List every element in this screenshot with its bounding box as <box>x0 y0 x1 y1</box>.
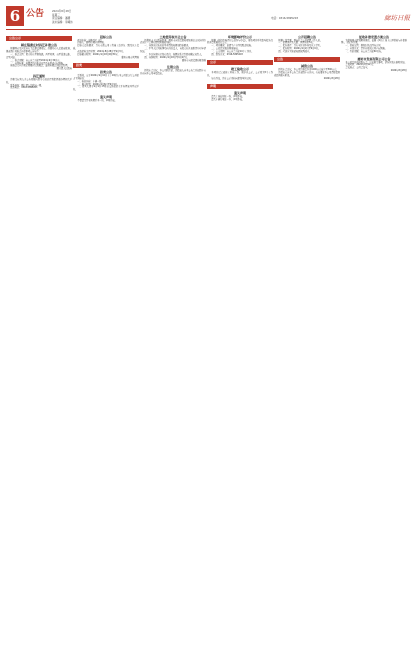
notice-signature: 廊坊市自然资源和规划局 <box>181 58 206 62</box>
notice-paragraph: 会议时间：2024年9月12日。 <box>345 63 375 67</box>
text-column <box>207 33 273 641</box>
text-column <box>6 33 72 641</box>
notice-paragraph: 一、标的名称：车辆一批。 <box>77 79 104 83</box>
text-column <box>341 33 407 641</box>
issue-meta <box>52 10 73 24</box>
notice-paragraph: 本公司召开临时股东会，审议相关事项，请各位股东准时参加。 <box>345 60 407 64</box>
notice-article <box>274 57 340 81</box>
notice-paragraph: 获取招标文件时间：2024年8月28日至9月3日。 <box>77 50 125 54</box>
notice-title: 招标公告 <box>99 34 112 39</box>
notice-paragraph: 一、征收范围：规划红线范围内房屋。 <box>345 44 383 48</box>
notice-article <box>140 35 206 63</box>
notice-paragraph: 二、拆迁期限：自公告之日起至2024年9月30日止。 <box>10 58 62 62</box>
notice-paragraph: 三、补偿标准：按照评估价格予以货币补偿或产权调换。 <box>10 61 66 65</box>
notice-article <box>73 63 139 92</box>
notice-paragraph: 一、拆迁范围：黄庄村东至规划路，西至村界，南至高速公路，北至河道。 <box>6 52 72 59</box>
notice-paragraph: 请债权人自本公告之日起四十五日内，有权要求本公司清偿债务或提供相应担保。 <box>274 70 340 77</box>
issue-weekday: 星期三 <box>52 13 60 17</box>
notice-paragraph: 招标人：廊坊市城市管理局。 <box>77 41 106 45</box>
notice-paragraph: 为保障城市建设顺利推进，依据《国有土地上房屋征收与补偿条例》，制定本方案。 <box>341 38 407 45</box>
notice-title: 土地使用权出让公告 <box>159 34 187 39</box>
notice-paragraph: 根据国家及河北省有关法律法规规定，经廊坊市人民政府批准，现就黄庄村拆迁补偿事项公告如下： <box>6 47 72 53</box>
notice-paragraph: 一、招聘岗位及人数：管理岗位5名。 <box>278 41 315 45</box>
text-column <box>140 33 206 641</box>
notice-paragraph: 四、联系方式：0316-5895203 <box>211 53 243 57</box>
notice-title: 拆迁通知 <box>32 73 45 78</box>
notice-article <box>73 35 139 60</box>
notice-paragraph: 经廊坊市人民政府批准，廊坊市自然资源和规划局决定以挂牌方式出让一宗国有建设用地使用权。 <box>140 38 206 45</box>
notice-article <box>341 35 407 55</box>
section-band: 拍卖 <box>73 63 139 68</box>
notice-paragraph: 二、报名条件：具有全日制本科及以上学历。 <box>278 44 323 48</box>
notice-signature: 廊坊市城市管理局 <box>121 55 139 59</box>
notice-article <box>207 84 273 102</box>
art-editor: 美术编辑：李曦伟 <box>52 20 73 24</box>
section-band: 声明 <box>207 84 273 89</box>
notice-article <box>207 35 273 57</box>
notice-paragraph: 经股东会决议，本公司注册资本由1000万元减少至500万元。 <box>278 68 339 72</box>
notice-article <box>6 74 72 91</box>
notice-article <box>274 35 340 55</box>
notice-title: 公开招聘公告 <box>297 34 316 39</box>
notice-paragraph: 三、报名时间：2024年9月2日至9月6日。 <box>278 47 321 51</box>
section-title: 公告 <box>26 9 45 19</box>
notice-paragraph: 二、中华人民共和国境内外的法人、自然人和其他组织均可申请参加。 <box>140 47 206 54</box>
notice-paragraph: 本项目已完成竣工验收工作，现予以公示，公示期为5个工作日。 <box>207 70 273 77</box>
contact-line: 电话：0316-5895203 <box>271 17 298 20</box>
notice-title: 拍卖公告 <box>99 69 112 74</box>
page-number: 6 <box>6 6 24 26</box>
notice-paragraph: 根据《环境影响评价公众参与办法》，现将项目环境影响报告书征求意见稿进行公示。 <box>207 38 273 45</box>
notice-paragraph: 根据工作需要，面向社会公开招聘工作人员。 <box>278 38 323 42</box>
notice-paragraph: 三、签约期限：自公告之日起60日内。 <box>345 50 384 54</box>
notice-paragraph: 一、挂牌出让地块的基本情况和规划指标要求。 <box>144 44 191 48</box>
section-band: 公告 <box>274 57 340 62</box>
notice-signature: 2024年8月28日 <box>323 76 340 80</box>
notice-paragraph: 被拆迁人应在规定期限内完成搬迁，逾期未搬迁的依法处理。 <box>10 64 70 68</box>
notice-title: 注销公告 <box>166 65 179 70</box>
notice-paragraph: 不慎遗失营业执照正本一份，声明作废。 <box>77 98 117 102</box>
notice-paragraph: 四、挂牌时间：2024年9月18日至9月27日。 <box>144 55 189 59</box>
masthead-logo: 廊坊日报 <box>384 14 410 22</box>
notice-paragraph: 经股东会决议，本公司拟注销，请债权人自本公告之日起四十五日内向本公司申报债权。 <box>140 69 206 76</box>
notice-title: 竣工验收公示 <box>230 66 249 71</box>
notice-paragraph: 一、项目概况：新建生产车间及配套设施。 <box>211 44 253 48</box>
notice-paragraph: 联系地址：顾庄镇人民政府一楼。 <box>10 83 44 87</box>
text-column <box>274 33 340 641</box>
notice-title: 廊坊市发展有限公司公告 <box>357 56 391 61</box>
notice-paragraph: 受委托，定于2024年9月10日上午10时在本公司拍卖厅公开拍卖下列标的： <box>73 73 139 80</box>
notice-article <box>73 95 139 103</box>
issue-date: 2024年8月28日 <box>52 10 72 13</box>
notice-article <box>341 57 407 74</box>
notice-paragraph: 投标截止时间：2024年9月18日9时30分。 <box>77 53 120 57</box>
notice-article <box>6 36 72 71</box>
notice-paragraph: 二、公众意见表的网络链接。 <box>211 47 240 51</box>
notice-signature: 顾庄镇人民政府 <box>56 67 72 71</box>
page-header <box>6 6 410 30</box>
notice-paragraph: 二、展示时间：2024年9月6日至9月9日。 <box>77 82 120 86</box>
notice-title: 遗失声明 <box>233 90 246 95</box>
notice-paragraph: 请相关权利人于公告期限内携带有效证件到指挥部办理相关手续。 <box>6 77 72 84</box>
notice-title: 征收补偿安置方案公告 <box>358 34 389 39</box>
notice-signature: 2024年8月28日 <box>390 69 407 73</box>
notice-article <box>207 60 273 81</box>
section-band: 公告公示 <box>6 36 72 41</box>
notice-paragraph: 如有异议，请在公示期内向建设单位反映。 <box>211 76 253 80</box>
notice-paragraph: 遗失车辆行驶证一本，声明作废。 <box>211 97 245 101</box>
notice-article <box>140 65 206 76</box>
notice-title: 顾庄镇黄庄村拆迁补偿公告 <box>20 43 57 47</box>
section-band: 公示 <box>207 60 273 65</box>
notice-paragraph: 遗失土地使用证一份，声明作废。 <box>211 94 245 98</box>
notice-paragraph: 三、本次挂牌出让设有底价，按照价高者得原则确定竞得人。 <box>144 53 204 57</box>
notice-paragraph: 四、考试分为笔试和面试两部分。 <box>278 50 312 54</box>
notice-paragraph: 联系电话：0316-5895203 <box>10 86 38 90</box>
notice-paragraph: 项目名称：道路改造工程。 <box>77 38 104 42</box>
notice-title: 环境影响评价公示 <box>227 34 252 39</box>
notice-paragraph: 投标人资格要求：具有市政公用工程施工总承包三级及以上资质。 <box>73 44 139 51</box>
notice-paragraph: 会议地点：公司会议室。 <box>345 66 370 70</box>
notice-paragraph: 三、竞买人须于9月9日17时前交纳保证金并办理竞买登记手续。 <box>73 85 139 92</box>
chief-editor: 责任编辑：潘卿 <box>52 17 71 21</box>
notice-title: 减资公告 <box>300 64 313 69</box>
notice-title: 遗失声明 <box>99 94 112 99</box>
notice-paragraph: 三、公示期间：自公告之日起10个工作日。 <box>211 50 254 54</box>
text-column <box>73 33 139 641</box>
notice-paragraph: 二、补偿方式：货币补偿或房屋产权调换。 <box>345 47 387 51</box>
